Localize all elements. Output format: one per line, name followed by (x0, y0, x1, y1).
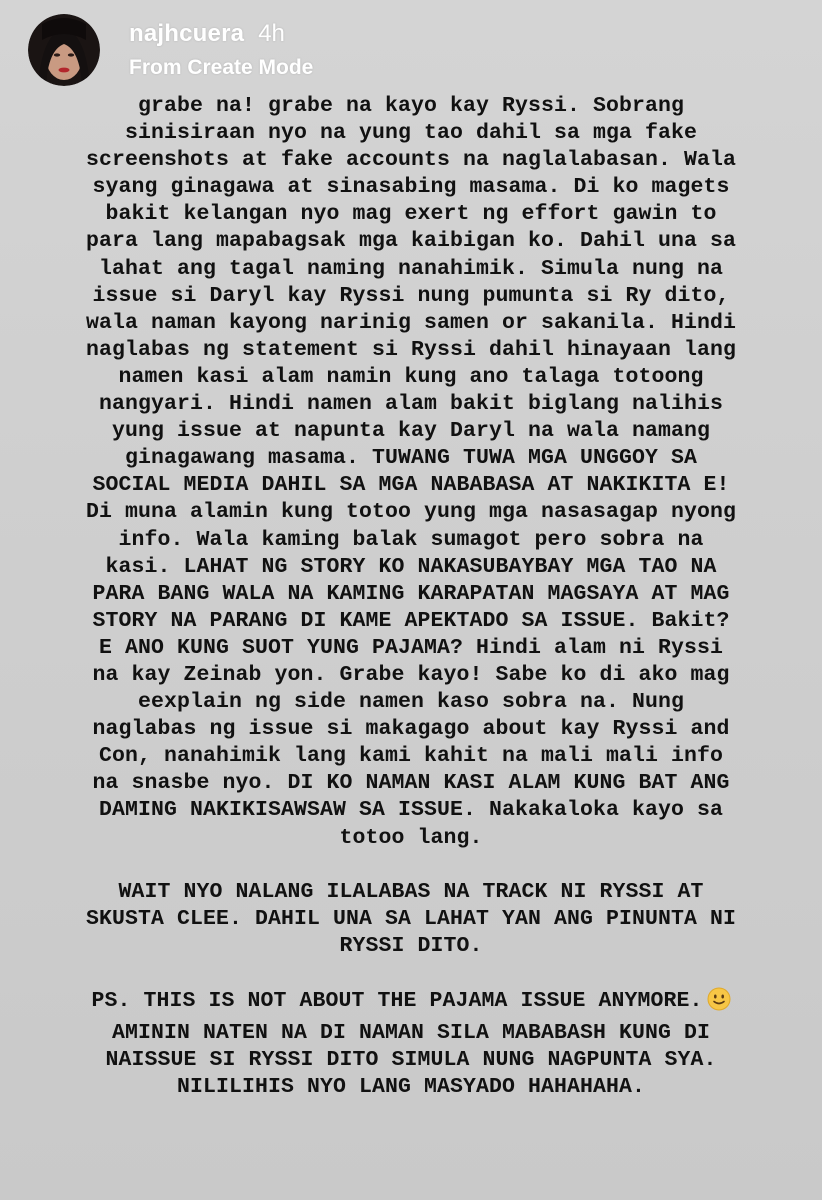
paragraph-3 (40, 987, 782, 1101)
profile-photo-icon (28, 14, 100, 86)
paragraph-2 (40, 879, 782, 960)
post-time: 4h (258, 20, 285, 47)
story-line: issue si Daryl kay Ryssi nung pumunta si Ry dito, (92, 283, 730, 308)
story-line: totoo lang. (339, 825, 483, 850)
story-line: kasi. LAHAT NG STORY KO NAKASUBAYBAY MGA TAO NA (105, 554, 717, 579)
story-line: SOCIAL MEDIA DAHIL SA MGA NABABASA AT NAKIKITA E! (92, 473, 730, 498)
paragraph-gap (40, 852, 782, 879)
story-line: lahat ang tagal naming nanahimik. Simula nung na (98, 256, 724, 281)
story-line: namen kasi alam namin kung ano talaga totoong (118, 364, 704, 389)
slightly-smiling-face-icon (707, 987, 731, 1020)
story-line: nangyari. Hindi namen alam bakit biglang nalihis (98, 392, 724, 417)
story-line: ginagawang masama. TUWANG TUWA MGA UNGGOY SA (124, 446, 698, 471)
story-line: DAMING NAKIKISAWSAW SA ISSUE. Nakakaloka kayo sa (98, 798, 724, 823)
story-line: E ANO KUNG SUOT YUNG PAJAMA? Hindi alam ni Ryssi (98, 635, 724, 660)
story-line: naglabas ng statement si Ryssi dahil hinayaan lang (85, 337, 737, 362)
story-text (40, 93, 782, 1101)
story-line: SKUSTA CLEE. DAHIL UNA SA LAHAT YAN ANG PINUNTA NI (85, 906, 737, 931)
story-line: eexplain ng side namen kaso sobra na. Nung (137, 690, 685, 715)
paragraph-1 (40, 93, 782, 852)
avatar[interactable] (28, 14, 100, 86)
story-line: STORY NA PARANG DI KAME APEKTADO SA ISSUE. Bakit? (92, 608, 730, 633)
story-line: NILILIHIS NYO LANG MASYADO HAHAHAHA. (176, 1075, 646, 1100)
story-line: naglabas ng issue si makagago about kay Ryssi and (92, 717, 730, 742)
story-header (28, 14, 788, 90)
story-line: na snasbe nyo. DI KO NAMAN KASI ALAM KUNG BAT ANG (92, 771, 730, 796)
story-line: AMININ NATEN NA DI NAMAN SILA MABABASH KUNG DI (111, 1021, 711, 1046)
story-line: RYSSI DITO. (339, 933, 483, 958)
story-line: sinisiraan nyo na yung tao dahil sa mga fake (124, 121, 698, 146)
story-line: Con, nanahimik lang kami kahit na mali mali info (98, 744, 724, 769)
ps-text: PS. THIS IS NOT ABOUT THE PAJAMA ISSUE ANYMORE. (91, 989, 703, 1014)
story-line-ps (40, 987, 782, 1020)
story-line: bakit kelangan nyo mag exert ng effort gawin to (105, 202, 717, 227)
story-line: wala naman kayong narinig samen or sakanila. Hindi (85, 310, 737, 335)
story-line: info. Wala kaming balak sumagot pero sobra na (118, 527, 704, 552)
story-line: Di muna alamin kung totoo yung mga nasasagap nyong (85, 500, 737, 525)
story-line: PARA BANG WALA NA KAMING KARAPATAN MAGSAYA AT MAG (92, 581, 730, 606)
story-line: na kay Zeinab yon. Grabe kayo! Sabe ko di ako mag (92, 662, 730, 687)
story-line: para lang mapabagsak mga kaibigan ko. Dahil una sa (85, 229, 737, 254)
story-line: WAIT NYO NALANG ILALABAS NA TRACK NI RYSSI AT (118, 879, 704, 904)
story-line: syang ginagawa at sinasabing masama. Di ko magets (92, 175, 730, 200)
username[interactable]: najhcuera (129, 20, 245, 47)
story-line: grabe na! grabe na kayo kay Ryssi. Sobrang (137, 94, 685, 118)
create-mode-label: From Create Mode (129, 56, 314, 79)
user-meta (129, 20, 313, 80)
paragraph-gap (40, 960, 782, 987)
username-row (129, 20, 313, 48)
story-line: NAISSUE SI RYSSI DITO SIMULA NUNG NAGPUNTA SYA. (105, 1048, 717, 1073)
story-line: screenshots at fake accounts na naglalabasan. Wala (85, 148, 737, 173)
story-line: yung issue at napunta kay Daryl na wala namang (111, 419, 711, 444)
